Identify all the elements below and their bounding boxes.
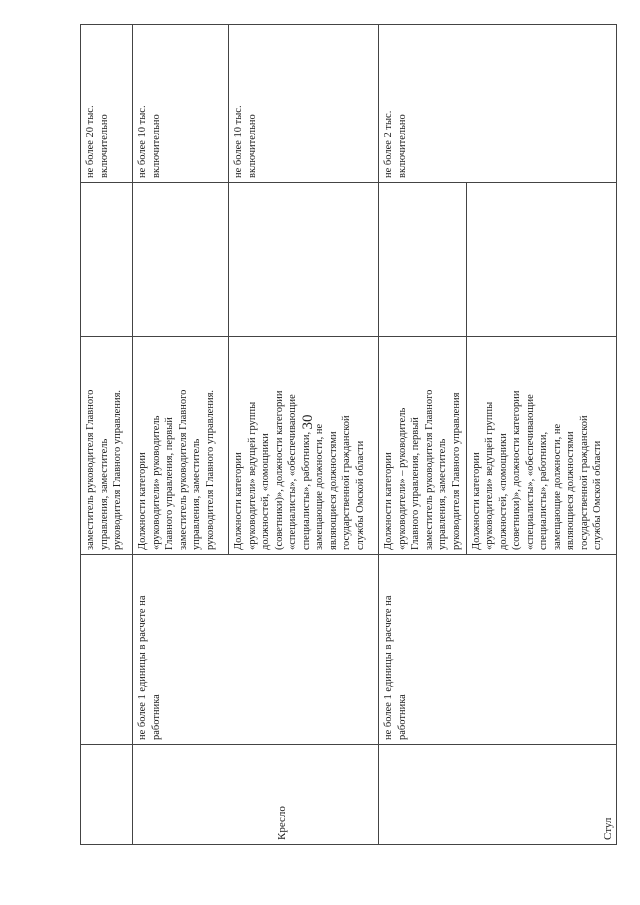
extra-cell: [379, 183, 467, 337]
table-row: [81, 25, 133, 845]
item-cell: Стул: [379, 745, 617, 845]
category-cell: Должности категории «руководители» ведущей группы должностей, «помощники (советники)», должности категории «специалисты», «обеспечивающие специалисты», работники, замещающие должности, не являющиеся должностями государственной гражданской службы Омской области: [466, 337, 616, 555]
table-row: [379, 25, 467, 845]
page-number: 30: [300, 414, 316, 430]
item-cell: [81, 745, 133, 845]
extra-cell: [81, 183, 133, 337]
extra-cell: [466, 183, 616, 337]
furniture-norms-table: [80, 24, 617, 845]
price-cell: не более 10 тыс. включительно: [229, 25, 379, 183]
extra-cell: [229, 183, 379, 337]
category-cell: Должности категории «руководители» руководитель Главного управления, первый заместитель руководителя Главного управления, заместитель руководителя Главного управления.: [133, 337, 229, 555]
price-cell: не более 10 тыс. включительно: [133, 25, 229, 183]
item-cell: Кресло: [133, 745, 379, 845]
price-cell: не более 2 тыс. включительно: [379, 25, 617, 183]
category-cell: Должности категории «руководители» ведущей группы должностей, «помощники (советники)», должности категории «специалисты», «обеспечивающие специалисты», работники, замещающие должности, не являющиеся должностями государственной гражданской службы Омской области: [229, 337, 379, 555]
price-cell: не более 20 тыс. включительно: [81, 25, 133, 183]
extra-cell: [133, 183, 229, 337]
category-cell: заместитель руководителя Главного управления, заместитель руководителя Главного управления.: [81, 337, 133, 555]
rotated-table-container: [80, 25, 614, 845]
norm-cell: не более 1 единицы в расчете на работника: [379, 555, 617, 745]
category-cell: Должности категории «руководители» – руководитель Главного управления, первый заместитель руководителя Главного управления, заместитель руководителя Главного управления: [379, 337, 467, 555]
norm-cell: не более 1 единицы в расчете на работника: [133, 555, 379, 745]
norm-cell: [81, 555, 133, 745]
table-row: [133, 25, 229, 845]
